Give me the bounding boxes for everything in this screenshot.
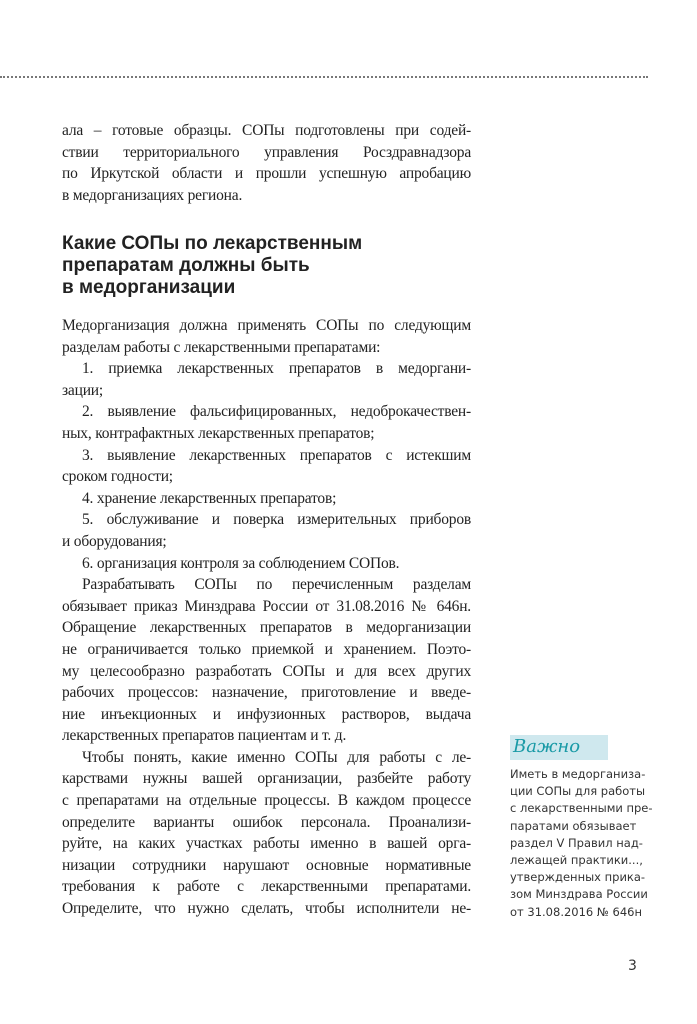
text-line: му целесообразно разработать СОПы и для всех других bbox=[62, 662, 471, 680]
text-line: лекарственных препаратов пациентам и т. д. bbox=[62, 727, 347, 745]
sidebar-line: лежащей практики..., bbox=[510, 853, 643, 868]
text-line: 2. выявление фальсифицированных, недоброкачествен- bbox=[82, 403, 471, 421]
text-line: 6. организация контроля за соблюдением СОПов. bbox=[82, 554, 400, 572]
sidebar-line: Иметь в медорганиза- bbox=[510, 767, 646, 781]
text-line: Обращение лекарственных препаратов в медорганизации bbox=[62, 619, 471, 637]
text-line: разделам работы с лекарственными препаратами: bbox=[62, 338, 381, 356]
text-line: по Иркутской области и прошли успешную апробацию bbox=[62, 165, 471, 183]
sidebar-line: зом Минздрава России bbox=[510, 887, 648, 902]
main-text bbox=[62, 315, 471, 920]
text-line: низации сотрудники нарушают основные нормативные bbox=[62, 856, 471, 874]
text-line: Чтобы понять, какие именно СОПы для работы с ле- bbox=[82, 748, 471, 766]
sidebar-line: утвержденных прика- bbox=[510, 870, 646, 885]
page-number: 3 bbox=[628, 958, 637, 974]
text-line: и оборудования; bbox=[62, 532, 167, 550]
important-badge: Важно bbox=[510, 735, 608, 760]
heading-line: препаратам должны быть bbox=[62, 255, 310, 276]
sidebar-line: паратами обязывает bbox=[510, 818, 637, 833]
text-line: Разрабатывать СОПы по перечисленным разделам bbox=[82, 576, 471, 594]
sidebar-line: ции СОПы для работы bbox=[510, 784, 646, 799]
text-line: руйте, на каких участках работы именно в вашей орга- bbox=[62, 835, 471, 853]
text-line: ала – готовые образцы. СОПы подготовлены при содей- bbox=[62, 122, 471, 139]
text-line: 3. выявление лекарственных препаратов с истекшим bbox=[82, 446, 471, 464]
sidebar-text bbox=[510, 766, 680, 921]
text-line: в медорганизациях региона. bbox=[62, 186, 243, 204]
text-line: ние инъекционных и инфузионных растворов, выдача bbox=[62, 705, 471, 723]
text-line: карствами нужны вашей организации, разбейте работу bbox=[62, 770, 471, 788]
text-line: ствии территориального управления Росздравнадзора bbox=[62, 143, 471, 161]
text-line: требования к работе с лекарственными препаратами. bbox=[62, 878, 471, 896]
text-line: не ограничивается только приемкой и хранением. Поэто- bbox=[62, 640, 471, 658]
sidebar-line: с лекарственными пре- bbox=[510, 801, 653, 816]
text-line: 5. обслуживание и поверка измерительных приборов bbox=[82, 511, 471, 529]
text-line: с препаратами на отдельные процессы. В каждом процессе bbox=[62, 792, 471, 810]
text-line: Определите, что нужно сделать, чтобы исполнители не- bbox=[62, 900, 471, 918]
text-line: ных, контрафактных лекарственных препаратов; bbox=[62, 424, 375, 442]
heading-line: Какие СОПы по лекарственным bbox=[62, 233, 363, 254]
text-line: сроком годности; bbox=[62, 468, 173, 486]
text-line: 4. хранение лекарственных препаратов; bbox=[82, 489, 337, 507]
intro-paragraph bbox=[62, 120, 471, 206]
text-line: рабочих процессов: назначение, приготовление и введе- bbox=[62, 684, 471, 702]
section-heading bbox=[62, 233, 362, 299]
text-line: определите варианты ошибок персонала. Проанализи- bbox=[62, 813, 471, 831]
sidebar-line: раздел V Правил над- bbox=[510, 835, 643, 850]
dotted-divider bbox=[0, 76, 648, 78]
text-line: 1. приемка лекарственных препаратов в медоргани- bbox=[82, 360, 471, 378]
text-line: Медорганизация должна применять СОПы по следующим bbox=[62, 317, 471, 334]
text-line: обязывает приказ Минздрава России от 31.08.2016 № 646н. bbox=[62, 597, 471, 615]
text-line: зации; bbox=[62, 381, 103, 399]
important-sidebar bbox=[510, 735, 680, 921]
heading-line: в медорганизации bbox=[62, 277, 236, 298]
sidebar-line: от 31.08.2016 № 646н bbox=[510, 904, 642, 919]
